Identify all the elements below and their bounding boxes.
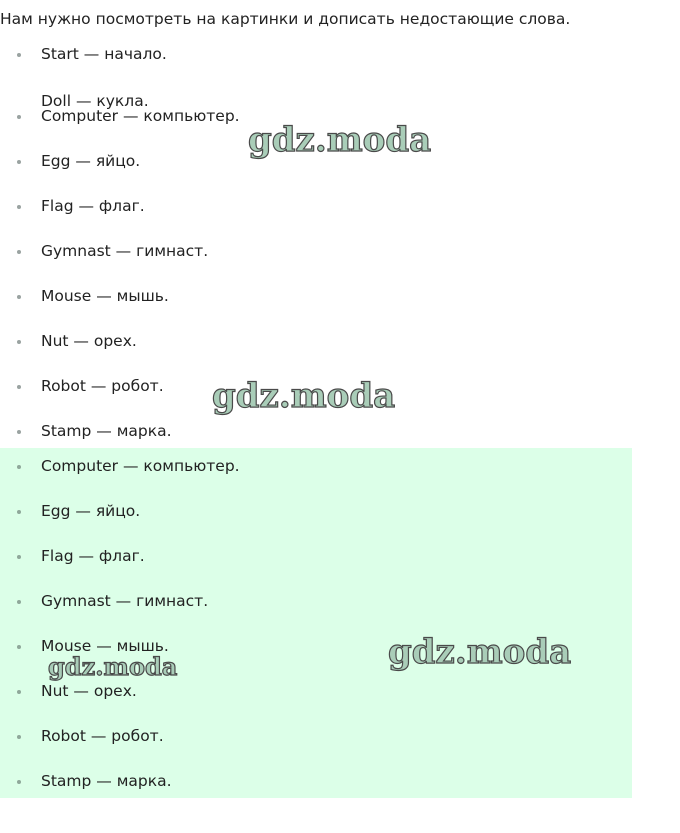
- bullet-icon: [17, 600, 21, 604]
- bullet-icon: [17, 465, 21, 469]
- bullet-icon: [17, 340, 21, 344]
- bullet-icon: [17, 555, 21, 559]
- list-item-text: Flag — флаг.: [41, 197, 145, 215]
- list-item-text: Mouse — мышь.: [41, 637, 169, 655]
- bullet-icon: [17, 205, 21, 209]
- list-item-text: Egg — яйцо.: [41, 502, 141, 520]
- list-item-text: Computer — компьютер.: [41, 457, 240, 475]
- watermark-logo: gdz.moda: [248, 120, 432, 160]
- list-item-text: Nut — орех.: [41, 682, 137, 700]
- bullet-icon: [17, 53, 21, 57]
- bullet-icon: [17, 735, 21, 739]
- watermark-logo: gdz.moda: [212, 376, 396, 416]
- list-item-text: Flag — флаг.: [41, 547, 145, 565]
- list-item-text: Start — начало.: [41, 45, 167, 63]
- list-item-text: Computer — компьютер.: [41, 107, 240, 125]
- bullet-icon: [17, 295, 21, 299]
- bullet-icon: [17, 690, 21, 694]
- watermark-logo: gdz.moda: [388, 632, 572, 672]
- bullet-icon: [17, 160, 21, 164]
- list-item-text: Robot — робот.: [41, 727, 164, 745]
- bullet-icon: [17, 430, 21, 434]
- bullet-icon: [17, 115, 21, 119]
- highlight-panel: [0, 448, 632, 798]
- list-item-text: Stamp — марка.: [41, 422, 172, 440]
- list-item-text: Gymnast — гимнаст.: [41, 242, 209, 260]
- list-item-text: Robot — робот.: [41, 377, 164, 395]
- bullet-icon: [17, 645, 21, 649]
- bullet-icon: [17, 780, 21, 784]
- clipped-list-item-text: Doll — кукла.: [41, 92, 149, 110]
- bullet-icon: [17, 510, 21, 514]
- clipped-list-item: [41, 90, 149, 110]
- list-item-text: Gymnast — гимнаст.: [41, 592, 209, 610]
- list-item-text: Stamp — марка.: [41, 772, 172, 790]
- list-item-text: Nut — орех.: [41, 332, 137, 350]
- intro-text: Нам нужно посмотреть на картинки и дописать недостающие слова.: [0, 10, 571, 28]
- watermark-logo: gdz.moda: [48, 652, 178, 681]
- list-item-text: Egg — яйцо.: [41, 152, 141, 170]
- bullet-icon: [17, 385, 21, 389]
- list-item-text: Mouse — мышь.: [41, 287, 169, 305]
- bullet-icon: [17, 250, 21, 254]
